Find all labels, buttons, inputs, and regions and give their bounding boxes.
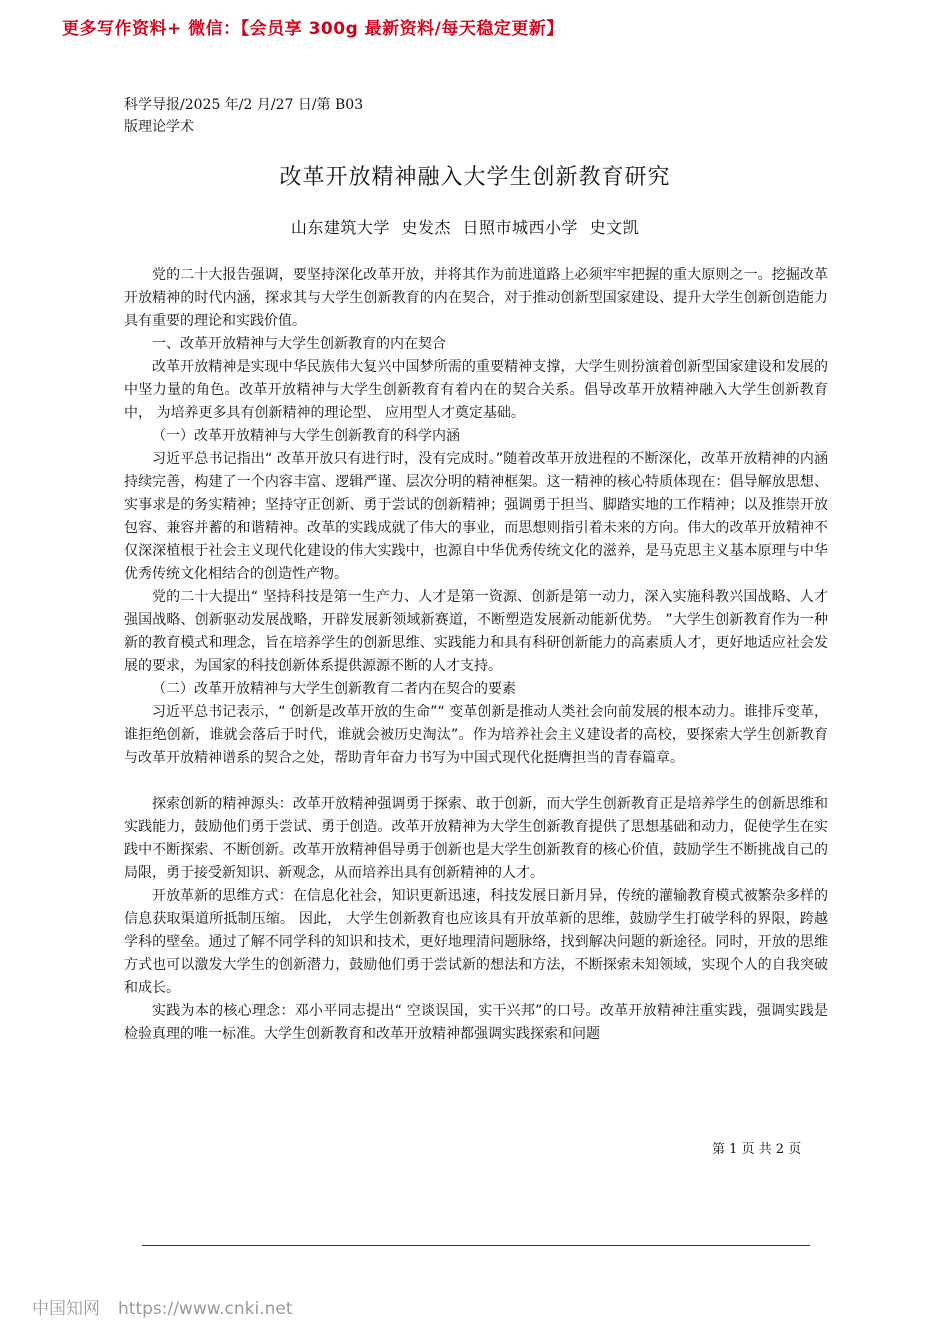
- subsection-heading-2: （二）改革开放精神与大学生创新教育二者内在契合的要素: [152, 681, 516, 697]
- paragraph: 改革开放精神是实现中华民族伟大复兴中国梦所需的重要精神支撑，大学生则扮演着创新型国家建设和发展的中坚力量的角色。改革开放精神与大学生创新教育有着内在的契合关系。倡导改革开放精神融入大学生创新教育中， 为培养更多具有创新精神的理论型、 应用型人才奠定基础。: [124, 359, 828, 421]
- page-number: 第 1 页 共 2 页: [712, 1142, 802, 1157]
- source-line-2: 版理论学术: [124, 119, 194, 135]
- subsection-heading-1: （一）改革开放精神与大学生创新教育的科学内涵: [152, 428, 460, 444]
- article-body: [124, 264, 828, 1046]
- paragraph: 党的二十大提出“ 坚持科技是第一生产力、人才是第一资源、创新是第一动力，深入实施科教兴国战略、人才强国战略、创新驱动发展战略，开辟发展新领域新赛道，不断塑造发展新动能新优势。 ”大学生创新教育作为一种新的教育模式和理念，旨在培养学生的创新思维、实践能力和具有科研创新能力的高素质人才，更好地适应社会发展的要求，为国家的科技创新体系提供源源不断的人才支持。: [124, 589, 828, 674]
- article-title: 改革开放精神融入大学生创新教育研究: [279, 165, 671, 190]
- footer-watermark: [32, 1294, 292, 1319]
- paragraph: 习近平总书记表示，“ 创新是改革开放的生命”“ 变革创新是推动人类社会向前发展的根本动力。谁排斥变革，谁拒绝创新，谁就会落后于时代，谁就会被历史淘汰”。作为培养社会主义建设者的高校，要探索大学生创新教育与改革开放精神谱系的契合之处，帮助青年奋力书写为中国式现代化挺膺担当的青春篇章。: [124, 704, 828, 766]
- paragraph: 探索创新的精神源头：改革开放精神强调勇于探索、敢于创新，而大学生创新教育正是培养学生的创新思维和实践能力，鼓励他们勇于尝试、勇于创造。改革开放精神为大学生创新教育提供了思想基础和动力，促使学生在实践中不断探索、不断创新。改革开放精神倡导勇于创新也是大学生创新教育的核心价值，鼓励学生不断挑战自己的局限，勇于接受新知识、新观念，从而培养出具有创新精神的人才。: [124, 796, 828, 881]
- section-heading-1: 一、改革开放精神与大学生创新教育的内在契合: [152, 336, 446, 352]
- paragraph: 实践为本的核心理念：邓小平同志提出“ 空谈误国，实干兴邦”的口号。改革开放精神注重实践，强调实践是检验真理的唯一标准。大学生创新教育和改革开放精神都强调实践探索和问题: [124, 1003, 828, 1042]
- source-line-1: 科学导报/2025 年/2 月/27 日/第 B03: [124, 97, 364, 113]
- paragraph: 习近平总书记指出“ 改革开放只有进行时，没有完成时。”随着改革开放进程的不断深化，改革开放精神的内涵持续完善，构建了一个内容丰富、逻辑严谨、层次分明的精神框架。这一精神的核心特质体现在：倡导解放思想、实事求是的务实精神；坚持守正创新、勇于尝试的创新精神；强调勇于担当、脚踏实地的工作精神；以及推崇开放包容、兼容并蓄的和谐精神。改革的实践成就了伟大的事业，而思想则指引着未来的方向。伟大的改革开放精神不仅深深植根于社会主义现代化建设的伟大实践中，也源自中华优秀传统文化的滋养，是马克思主义基本原理与中华优秀传统文化相结合的创造性产物。: [124, 451, 828, 582]
- footer-site-name: 中国知网: [32, 1299, 100, 1319]
- footer-url[interactable]: https://www.cnki.net: [118, 1299, 293, 1319]
- paragraph-intro: 党的二十大报告强调，要坚持深化改革开放，并将其作为前进道路上必须牢牢把握的重大原则之一。挖掘改革开放精神的时代内涵，探求其与大学生创新教育的内在契合，对于推动创新型国家建设、提升大学生创新创造能力具有重要的理论和实践价值。: [124, 267, 828, 329]
- source-info: [124, 94, 454, 138]
- article-author: 山东建筑大学 史发杰 日照市城西小学 史文凯: [290, 218, 640, 237]
- promo-banner: 更多写作资料+ 微信：【会员享 300g 最新资料/每天稳定更新】: [62, 19, 564, 39]
- paragraph: 开放革新的思维方式：在信息化社会，知识更新迅速，科技发展日新月异，传统的灌输教育模式被繁杂多样的信息获取渠道所抵制压缩。 因此， 大学生创新教育也应该具有开放革新的思维，鼓励学生打破学科的界限，跨越学科的壁垒。通过了解不同学科的知识和技术，更好地理清问题脉络，找到解决问题的新途径。同时，开放的思维方式也可以激发大学生的创新潜力，鼓励他们勇于尝试新的想法和方法，不断探索未知领域，实现个人的自我突破和成长。: [124, 888, 828, 996]
- footer-divider: [142, 1245, 810, 1246]
